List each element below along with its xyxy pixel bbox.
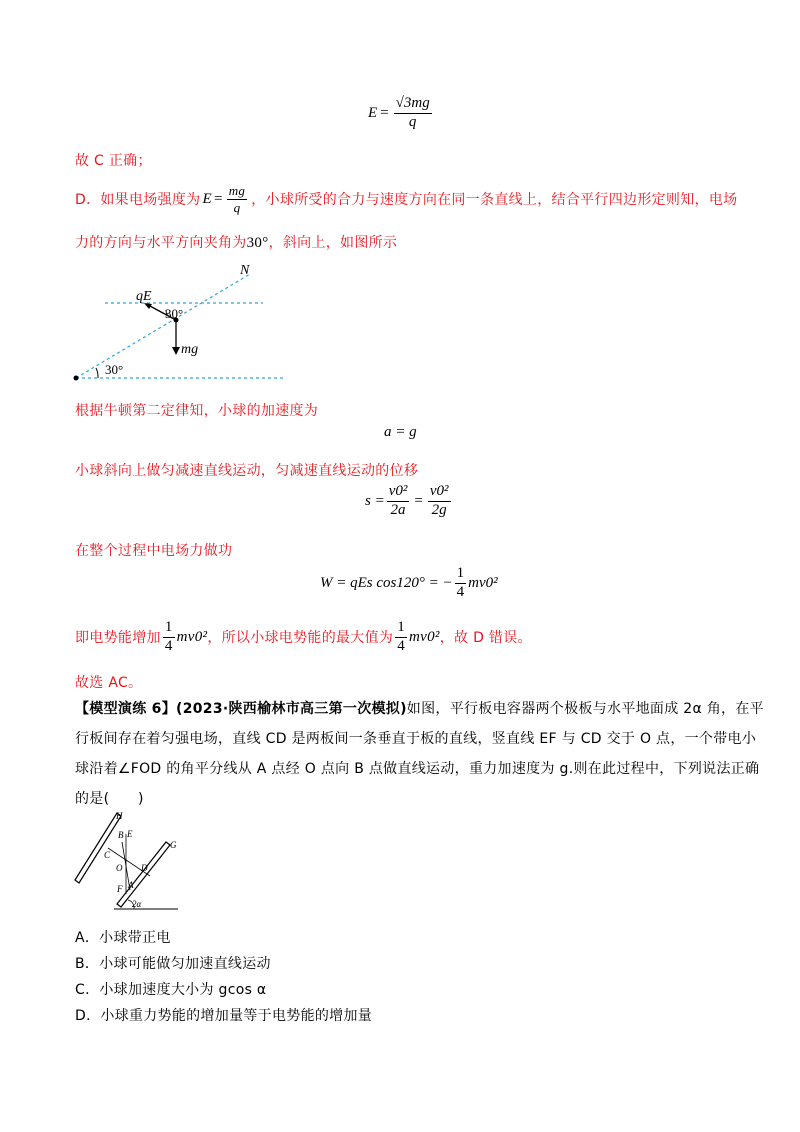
eq-w-den: 4 <box>456 583 465 600</box>
eq-s-n2: v0² <box>428 484 451 502</box>
eq-s-lhs: s = <box>365 492 385 509</box>
work-line: 在整个过程中电场力做功 <box>75 543 233 559</box>
conclusion-c: ，故 D 错误。 <box>439 630 532 647</box>
conclusion-term-1: mv0² <box>176 628 208 645</box>
newton-line: 根据牛顿第二定律知，小球的加速度为 <box>75 403 319 419</box>
label-qe: qE <box>136 289 152 304</box>
label-b: B <box>118 830 124 840</box>
equation-electric-field: E = $\frac{√3mg}{q}$ <box>368 95 430 130</box>
label-d: D <box>141 863 148 873</box>
d-statement-line1 <box>75 184 737 214</box>
model-text-3: 球沿着∠FOD 的角平分线从 A 点经 O 点向 B 点做直线运动，重力加速度为 g.则在此过程中，下列说法正确 <box>75 761 760 777</box>
capacitor-diagram <box>70 808 190 914</box>
conclusion-num-1: 1 <box>163 620 175 638</box>
model-text-4: 的是( ) <box>75 791 144 807</box>
label-h: H <box>116 811 123 821</box>
left-plate <box>75 813 121 883</box>
conclusion-den-1: 4 <box>164 637 173 654</box>
answer-line: 故选 AC。 <box>75 675 143 691</box>
d-text-c: ，斜向上，如图所示 <box>268 235 398 251</box>
model-exercise <box>75 694 764 814</box>
conclusion-a: 即电势能增加 <box>75 630 161 647</box>
eq1-lhs: E <box>368 104 378 121</box>
option-c: C．小球加速度大小为 gcos α <box>75 982 267 998</box>
eq1-numerator: √3mg <box>394 96 432 114</box>
d-statement-line2 <box>75 232 397 252</box>
label-g: G <box>170 840 177 850</box>
label-angle: 2α <box>132 899 142 909</box>
equation-work <box>320 566 498 601</box>
conclusion-line <box>75 620 532 655</box>
d-angle: 30° <box>246 235 269 251</box>
equation-acceleration: a = g <box>384 424 417 440</box>
d-text-a: ，小球所受的合力与速度方向在同一条直线上，结合平行四边形定则知，电场 <box>251 192 738 209</box>
label-f: F <box>117 884 123 894</box>
eq-w-lhs: W = qEs cos120° = − <box>320 574 453 591</box>
eq-s-equal: = <box>414 492 423 509</box>
model-source: (2023·陕西榆林市高三第一次模拟) <box>176 701 407 717</box>
equation-displacement <box>365 484 453 519</box>
model-tag: 【模型演练 6】 <box>75 701 177 717</box>
d-text-b: 力的方向与水平方向夹角为 <box>75 235 247 251</box>
label-o: O <box>116 863 123 873</box>
d-formula-num: mg <box>228 183 246 198</box>
label-c: C <box>104 850 111 860</box>
eq-s-d2: 2g <box>431 501 447 518</box>
label-a: A <box>128 880 134 890</box>
eq-s-n1: v0² <box>387 484 410 502</box>
start-point <box>74 376 79 381</box>
label-30-bottom: 30° <box>105 362 124 377</box>
d-prefix: D．如果电场强度为 <box>75 192 201 209</box>
c-correct-line: 故 C 正确； <box>75 153 152 169</box>
d-formula-lhs: E <box>202 190 212 207</box>
bottom-angle-arc <box>96 368 98 378</box>
eq1-denominator: q <box>408 113 417 130</box>
label-mg: mg <box>181 342 199 357</box>
force-diagram <box>70 260 300 390</box>
model-text-1: 如图，平行板电容器两个极板与水平地面成 2α 角，在平 <box>406 701 764 717</box>
model-text-2: 行板间存在着匀强电场，直线 CD 是两板间一条垂直于板的直线，竖直线 EF 与 CD 交于 O 点，一个带电小 <box>75 731 757 747</box>
label-n: N <box>240 263 250 278</box>
label-30-top: 30° <box>165 306 184 321</box>
eq-w-tail: mv0² <box>468 574 498 591</box>
d-formula: E = $\frac{mg}{q}$ <box>202 183 246 215</box>
d-formula-den: q <box>233 199 241 215</box>
eq-s-d1: 2a <box>390 501 406 518</box>
conclusion-b: ，所以小球电势能的最大值为 <box>207 630 394 647</box>
eq-w-num: 1 <box>455 566 467 584</box>
right-plate <box>117 842 170 907</box>
conclusion-den-2: 4 <box>397 637 406 654</box>
label-e: E <box>127 829 133 839</box>
option-b: B．小球可能做匀加速直线运动 <box>75 956 271 972</box>
trajectory-line <box>76 274 250 378</box>
mg-arrowhead <box>172 347 180 355</box>
conclusion-term-2: mv0² <box>409 628 440 645</box>
option-a: A．小球带正电 <box>75 930 171 946</box>
conclusion-num-2: 1 <box>395 620 407 638</box>
deceleration-line: 小球斜向上做匀减速直线运动，匀减速直线运动的位移 <box>75 463 419 479</box>
option-d: D．小球重力势能的增加量等于电势能的增加量 <box>75 1008 373 1024</box>
